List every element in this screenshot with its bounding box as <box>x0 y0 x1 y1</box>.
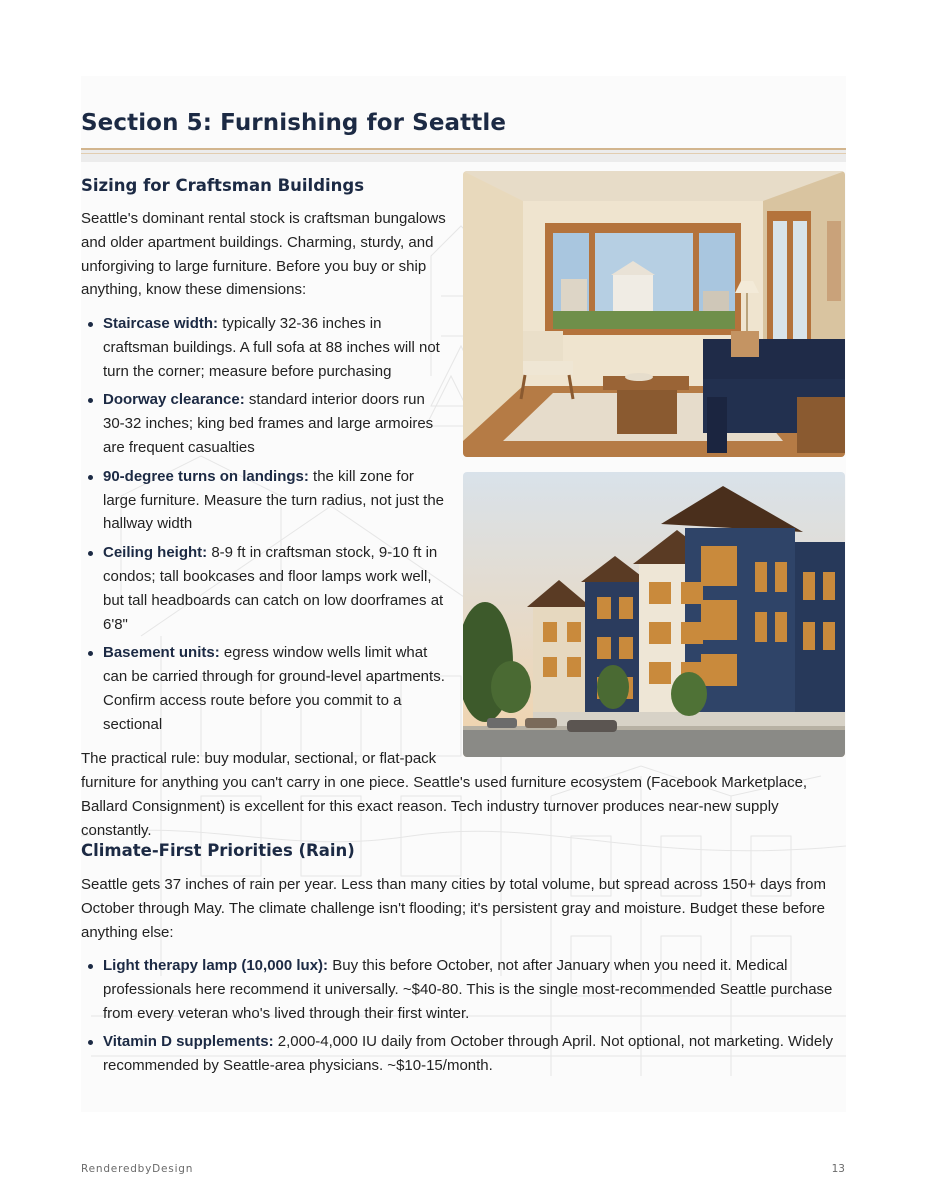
sizing-heading: Sizing for Craftsman Buildings <box>81 176 365 195</box>
climate-heading: Climate-First Priorities (Rain) <box>81 841 355 860</box>
list-item <box>81 465 449 536</box>
item-text: the kill zone for large furniture. Measure the turn radius, not just the hallway width <box>103 467 445 533</box>
list-item <box>81 641 449 736</box>
item-text: Buy this before October, not after January when you need it. Medical professionals here recommend it universally. ~$40-80. This is the single most-recommended Seattle purchase from every veteran who's lived through their first winter. <box>103 957 833 1022</box>
item-label: Ceiling height: <box>103 544 208 562</box>
climate-intro: Seattle gets 37 inches of rain per year. Less than many cities by total volume, but spread across 150+ days from October through May. The climate challenge isn't flooding; it's persistent gray and moisture. Budget these before anything else: <box>81 876 826 941</box>
item-text: standard interior doors run 30-32 inches; king bed frames and large armoires are frequent casualties <box>103 391 434 456</box>
title-divider <box>81 148 846 162</box>
item-text: 8-9 ft in craftsman stock, 9-10 ft in condos; tall bookcases and floor lamps work well, but tall headboards can catch on low doorframes at 6'8" <box>103 544 444 633</box>
list-item <box>81 388 449 459</box>
item-label: Vitamin D supplements: <box>103 1033 274 1051</box>
page-number: 13 <box>831 1163 845 1175</box>
item-label: Staircase width: <box>103 315 219 332</box>
climate-list <box>81 954 841 1083</box>
sizing-list <box>81 312 449 742</box>
item-label: Doorway clearance: <box>103 391 245 409</box>
practical-rule-rest: furniture for anything you can't carry in one piece. Seattle's used furniture ecosystem (Facebook Marketplace, Ballard Consignment) is excellent for this exact reason. Tech industry turnover produces near-new supply constantly. <box>81 774 808 839</box>
sizing-intro: Seattle's dominant rental stock is craftsman bungalows and older apartment buildings. Charming, sturdy, and unforgiving to large furniture. Before you buy or ship anything, know these dimensions: <box>81 210 446 299</box>
item-text: typically 32-36 inches in craftsman buildings. A full sofa at 88 inches will not turn the corner; measure before purchasing <box>103 315 440 380</box>
craftsman-apartment-building-photo <box>463 472 845 757</box>
footer-brand: RenderedbyDesign <box>81 1163 194 1175</box>
list-item <box>81 1030 841 1078</box>
page-title: Section 5: Furnishing for Seattle <box>81 110 507 136</box>
list-item <box>81 954 841 1025</box>
item-label: Basement units: <box>103 644 220 662</box>
item-label: 90-degree turns on landings: <box>103 467 309 485</box>
item-text: egress window wells limit what can be carried through for ground-level apartments. Confirm access route before you commit to a sectional <box>103 644 445 733</box>
list-item <box>81 312 449 383</box>
practical-rule-line: The practical rule: buy modular, sectional, or flat-pack <box>81 750 437 767</box>
list-item <box>81 541 449 636</box>
item-text: 2,000-4,000 IU daily from October through April. Not optional, not marketing. Widely recommended by Seattle-area physicians. ~$10-15/month. <box>103 1033 834 1075</box>
interior-living-room-photo <box>463 171 845 457</box>
item-label: Light therapy lamp (10,000 lux): <box>103 957 329 974</box>
